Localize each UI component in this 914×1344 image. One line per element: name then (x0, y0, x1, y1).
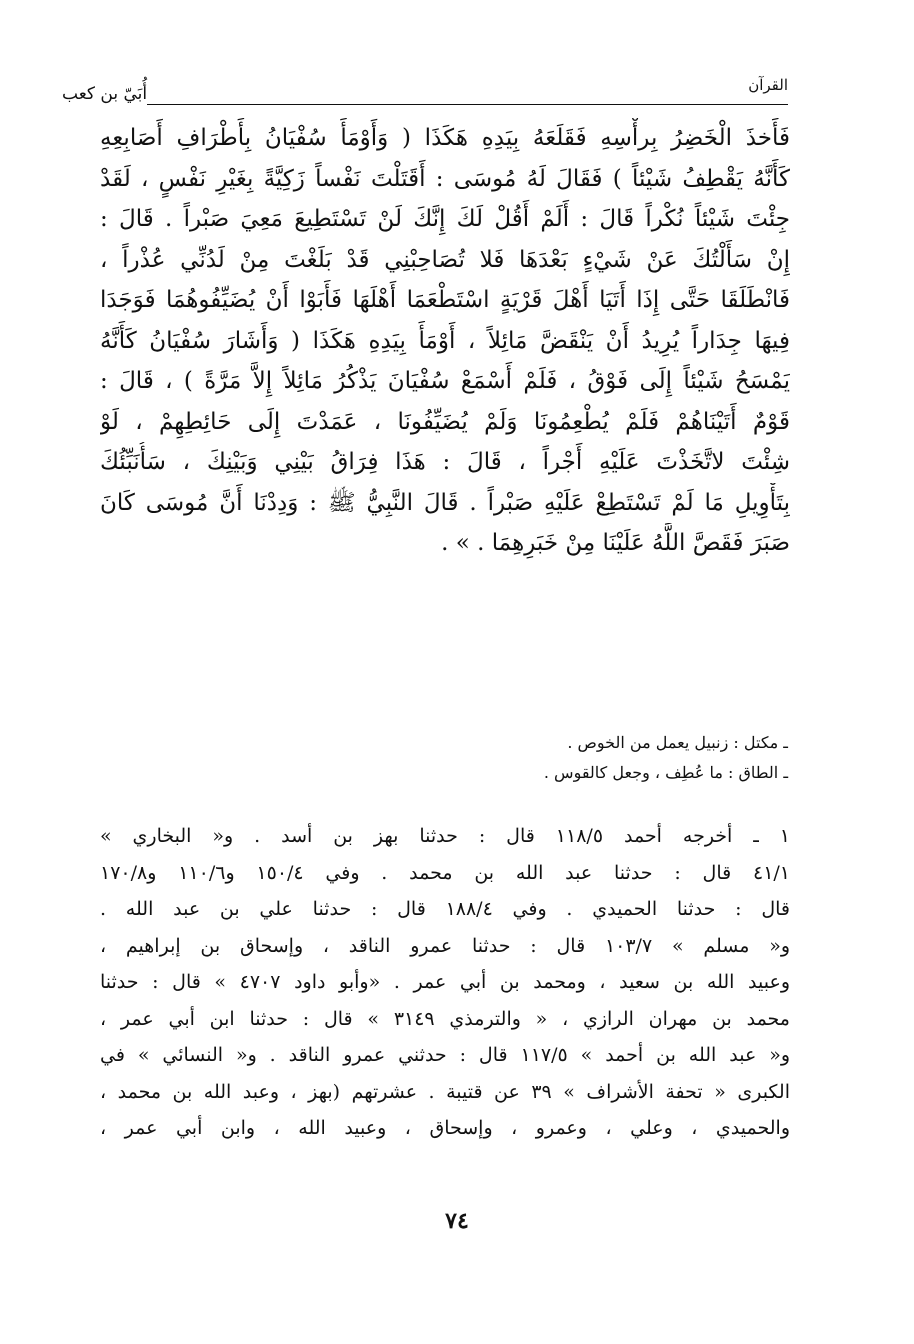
running-header (58, 74, 788, 105)
glossary-entry: ـ مكتل : زنبيل يعمل من الخوص . (567, 733, 788, 752)
header-narrator-name: أُبَيّ بن كعب (58, 84, 147, 108)
text-line: فِيهَا جِدَاراً يُرِيدُ أَنْ يَنْقَضَّ مَائِلاً ، أَوْمَأَ بِيَدِهِ هَكَذَا ( وَأَشَارَ سُفْيَانُ كَأَنَّهُ (100, 327, 790, 354)
footnote-line: قال : حدثنا الحميدي . وفي ١٨٨/٤ قال : حدثنا علي بن عبد الله . (100, 898, 790, 920)
footnote-line: و« مسلم » ١٠٣/٧ قال : حدثنا عمرو الناقد ، وإسحاق بن إبراهيم ، (100, 934, 790, 957)
text-line: جِئْتَ شَيْئاً نُكْراً قَالَ : أَلَمْ أَقُلْ لَكَ إِنَّكَ لَنْ تَسْتَطِيعَ مَعِيَ صَبْراً . قَالَ : (100, 206, 790, 232)
glossary-notes (360, 728, 788, 788)
text-line: فَأَخذَ الْخَضِرُ بِرأْسِهِ فَقَلَعَهُ بِيَدِهِ هَكَذَا ( وَأَوْمَأَ سُفْيَانُ بِأَطْرَافِ أَصَابِعِهِ (100, 125, 790, 151)
text-line: يَمْسَحُ شَيْئاً إِلَى فَوْقُ ، فَلَمْ أَسْمَعْ سُفْيَانَ يَذْكُرُ مَائِلاً إِلاَّ مَرَّةً ) ، قَالَ : (100, 368, 790, 394)
hadith-text (100, 118, 790, 564)
footnote-line: و« عبد الله بن أحمد » ١١٧/٥ قال : حدثني عمرو الناقد . و« النسائي » في (100, 1044, 790, 1066)
footnote-line: وعبيد الله بن سعيد ، ومحمد بن أبي عمر . «وأبو داود ٤٧٠٧ » قال : حدثنا (100, 971, 790, 993)
footnote-line: والحميدي ، وعلي ، وعمرو ، وإسحاق ، وعبيد الله ، وابن أبي عمر ، (100, 1117, 790, 1139)
glossary-entry: ـ الطاق : ما عُطِف ، وجعل كالقوس . (543, 763, 788, 782)
header-section-title: القرآن (748, 76, 788, 94)
footnote-line: محمد بن مهران الرازي ، « والترمذي ٣١٤٩ » قال : حدثنا ابن أبي عمر ، (100, 1007, 790, 1030)
takhrij-footnote (100, 818, 790, 1147)
footnote-line: ٤١/١ قال : حدثنا عبد الله بن محمد . وفي ١٥٠/٤ و١١٠/٦ و١٧٠/٨ (100, 861, 790, 884)
text-line: قَوْمٌ أَتَيْنَاهُمْ فَلَمْ يُطْعِمُونَا وَلَمْ يُضَيِّفُونَا ، عَمَدْتَ إِلَى حَائِطِهِمْ ، لَوْ (100, 408, 790, 435)
text-line: صَبَرَ فَقَصَّ اللَّهُ عَلَيْنَا مِنْ خَبَرِهِمَا . » . (441, 530, 790, 556)
footnote-line: ١ ـ أخرجه أحمد ١١٨/٥ قال : حدثنا بهز بن أسد . و« البخاري » (100, 825, 790, 847)
text-line: بِتَأْوِيلِ مَا لَمْ تَسْتَطِعْ عَلَيْهِ صَبْراً . قَالَ النَّبِيُّ ﷺ : وَدِدْنَا أَنَّ مُوسَى كَانَ (100, 489, 790, 516)
footnote-line: الكبرى « تحفة الأشراف » ٣٩ عن قتيبة . عشرتهم (بهز ، وعبد الله بن محمد ، (100, 1080, 790, 1103)
text-line: كَأَنَّهُ يَقْطِفُ شَيْئاً ) فَقَالَ لَهُ مُوسَى : أَقَتَلْتَ نَفْساً زَكِيَّةً بِغَيْرِ نَفْسٍ ، لَقَدْ (100, 165, 790, 192)
text-line: فَانْطَلَقَا حَتَّى إِذَا أَتَيَا أَهْلَ قَرْيَةٍ اسْتَطْعَمَا أَهْلَهَا فَأَبَوْا أَنْ يُضَيِّفُوهُمَا فَوَجَدَا (100, 287, 790, 313)
text-line: شِئْتَ لاتَّخَذْتَ عَلَيْهِ أَجْراً ، قَالَ : هَذَا فِرَاقُ بَيْنِي وَبَيْنِكَ ، سَأُنَبِّئُكَ (100, 449, 790, 475)
page-number: ٧٤ (445, 1208, 469, 1234)
text-line: إِنْ سَأَلْتُكَ عَنْ شَيْءٍ بَعْدَهَا فَلا تُصَاحِبْنِي قَدْ بَلَغْتَ مِنْ لَدُنِّي عُذْراً ، (100, 246, 790, 273)
